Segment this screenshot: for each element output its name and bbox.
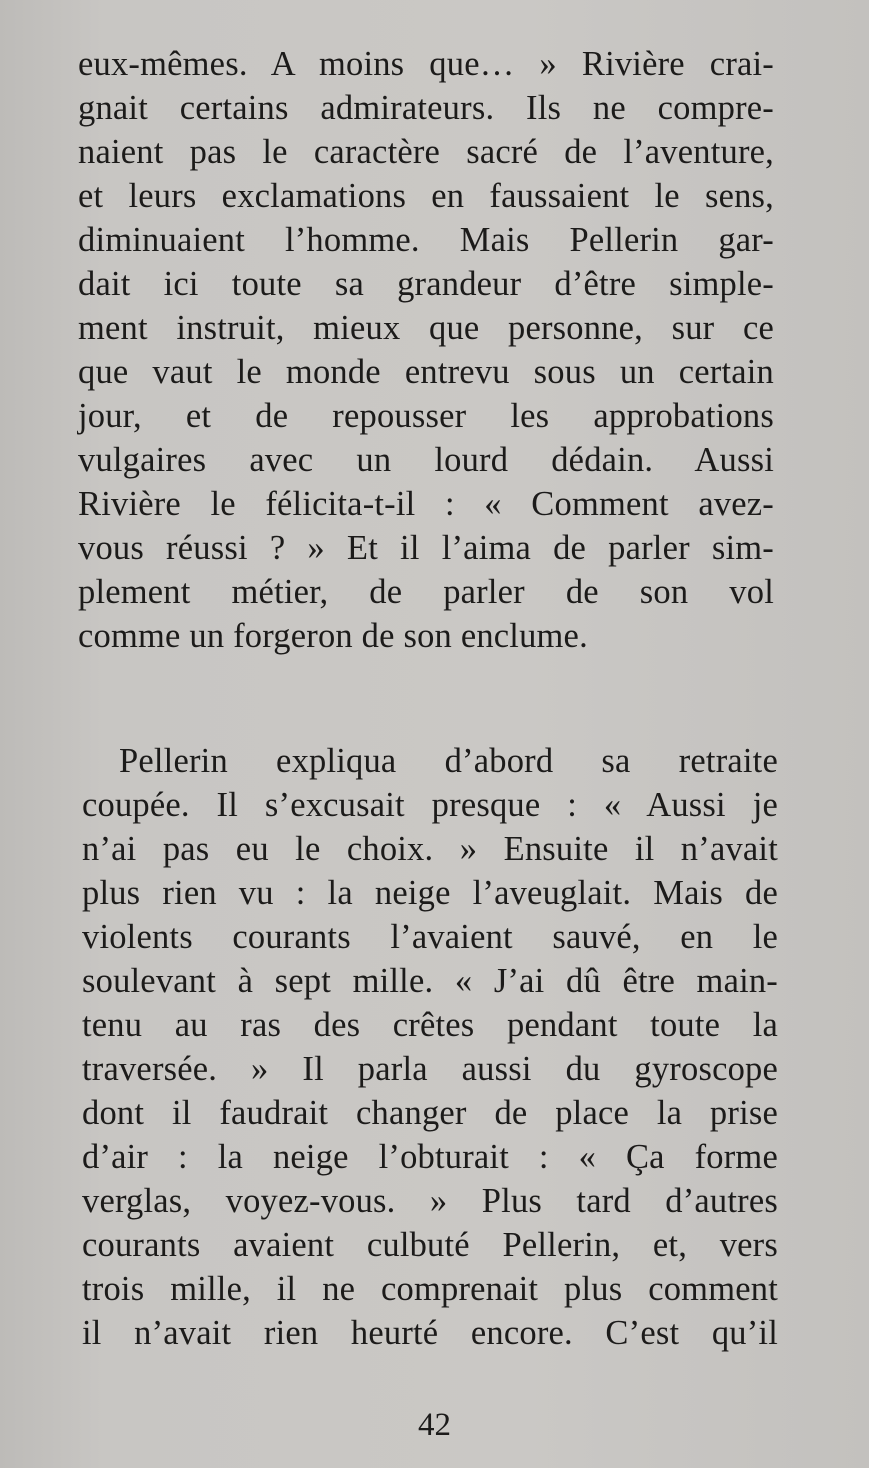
page-number: 42 (418, 1407, 451, 1443)
text-line: gnait certains admirateurs. Ils ne compre- (78, 89, 774, 127)
text-line: soulevant à sept mille. « J’ai dû être main- (82, 962, 778, 1000)
text-line: jour, et de repousser les approbations (78, 397, 774, 435)
paragraph-1 (78, 42, 774, 658)
text-line: il n’avait rien heurté encore. C’est qu’il (82, 1314, 778, 1352)
text-line: d’air : la neige l’obturait : « Ça forme (82, 1138, 778, 1176)
text-line: violents courants l’avaient sauvé, en le (82, 918, 778, 956)
text-line: coupée. Il s’excusait presque : « Aussi je (82, 786, 778, 824)
text-line: courants avaient culbuté Pellerin, et, vers (82, 1226, 778, 1264)
text-line: Rivière le félicita-t-il : « Comment avez- (78, 485, 774, 523)
text-line: et leurs exclamations en faussaient le sens, (78, 177, 774, 215)
text-line: dait ici toute sa grandeur d’être simple- (78, 265, 774, 303)
paragraph-2 (82, 739, 778, 1355)
text-line: vous réussi ? » Et il l’aima de parler sim- (78, 529, 774, 567)
text-line: naient pas le caractère sacré de l’aventure, (78, 133, 774, 171)
text-line: trois mille, il ne comprenait plus comment (82, 1270, 778, 1308)
text-line: tenu au ras des crêtes pendant toute la (82, 1006, 778, 1044)
text-line: ment instruit, mieux que personne, sur ce (78, 309, 774, 347)
text-line: vulgaires avec un lourd dédain. Aussi (78, 441, 774, 479)
text-line: diminuaient l’homme. Mais Pellerin gar- (78, 221, 774, 259)
text-line: plus rien vu : la neige l’aveuglait. Mais de (82, 874, 778, 912)
text-line: que vaut le monde entrevu sous un certain (78, 353, 774, 391)
text-line: eux-mêmes. A moins que… » Rivière crai- (78, 45, 774, 83)
text-line: traversée. » Il parla aussi du gyroscope (82, 1050, 778, 1088)
text-line: comme un forgeron de son enclume. (78, 617, 588, 655)
text-line: verglas, voyez-vous. » Plus tard d’autres (82, 1182, 778, 1220)
text-line: plement métier, de parler de son vol (78, 573, 774, 611)
text-line: dont il faudrait changer de place la prise (82, 1094, 778, 1132)
text-line-indented: Pellerin expliqua d’abord sa retraite (119, 742, 778, 780)
text-line: n’ai pas eu le choix. » Ensuite il n’avait (82, 830, 778, 868)
